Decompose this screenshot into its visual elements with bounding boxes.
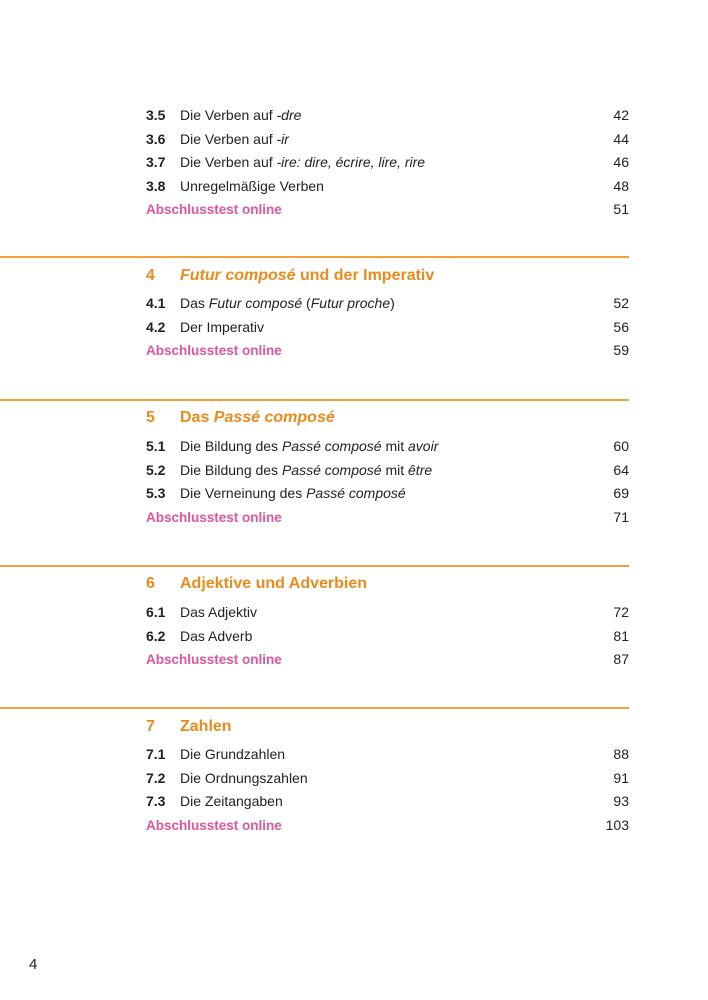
entry-number: 3.8 bbox=[146, 177, 166, 194]
chapter-divider bbox=[0, 256, 629, 258]
entry-page: 72 bbox=[613, 604, 629, 620]
entry-title: Die Bildung des Passé composé mit être bbox=[180, 461, 433, 478]
toc-entry[interactable] bbox=[146, 151, 629, 175]
online-test-link[interactable] bbox=[146, 198, 629, 222]
entry-page: 52 bbox=[613, 295, 629, 311]
entry-title: Die Ordnungszahlen bbox=[180, 769, 308, 786]
toc-section-3 bbox=[146, 104, 629, 222]
entry-page: 42 bbox=[613, 107, 629, 123]
online-test-label: Abschlusstest online bbox=[146, 509, 282, 525]
toc-entry[interactable] bbox=[146, 459, 629, 483]
entry-number: 3.7 bbox=[146, 154, 166, 171]
entry-number: 6.1 bbox=[146, 604, 166, 620]
chapter-divider bbox=[0, 565, 629, 567]
chapter-divider bbox=[0, 399, 629, 401]
online-test-link[interactable] bbox=[146, 648, 629, 672]
chapter-title: Das Passé composé bbox=[180, 409, 335, 426]
entry-title: Die Verneinung des Passé composé bbox=[180, 485, 406, 502]
toc-entry[interactable] bbox=[146, 128, 629, 152]
toc-section-5 bbox=[146, 435, 629, 529]
entry-page: 60 bbox=[613, 438, 629, 454]
entry-number: 4.1 bbox=[146, 295, 166, 311]
entry-title: Die Verben auf -ir bbox=[180, 130, 289, 147]
entry-number: 7.2 bbox=[146, 769, 166, 786]
entry-number: 7.1 bbox=[146, 746, 166, 762]
online-test-label: Abschlusstest online bbox=[146, 652, 282, 668]
entry-page: 88 bbox=[613, 746, 629, 762]
chapter-number: 6 bbox=[146, 575, 155, 592]
entry-number: 5.3 bbox=[146, 485, 166, 502]
chapter-number: 5 bbox=[146, 409, 155, 426]
online-test-link[interactable] bbox=[146, 506, 629, 530]
entry-number: 5.2 bbox=[146, 461, 166, 478]
entry-number: 5.1 bbox=[146, 438, 166, 454]
toc-section-6 bbox=[146, 601, 629, 672]
chapter-heading-6[interactable] bbox=[146, 571, 629, 597]
entry-title: Das Adverb bbox=[180, 627, 253, 644]
chapter-title: Zahlen bbox=[180, 718, 232, 735]
chapter-heading-5[interactable] bbox=[146, 405, 629, 431]
entry-number: 6.2 bbox=[146, 627, 166, 644]
toc-entry[interactable] bbox=[146, 316, 629, 340]
entry-page: 59 bbox=[613, 342, 629, 359]
entry-title: Das Futur composé (Futur proche) bbox=[180, 295, 395, 311]
entry-number: 7.3 bbox=[146, 793, 166, 810]
online-test-link[interactable] bbox=[146, 814, 629, 838]
entry-title: Die Grundzahlen bbox=[180, 746, 286, 762]
toc-section-7 bbox=[146, 743, 629, 837]
entry-page: 91 bbox=[613, 769, 629, 786]
toc-section-4 bbox=[146, 292, 629, 363]
online-test-link[interactable] bbox=[146, 339, 629, 363]
entry-page: 46 bbox=[613, 154, 629, 171]
online-test-label: Abschlusstest online bbox=[146, 202, 282, 218]
entry-page: 71 bbox=[613, 508, 629, 525]
chapter-title: Futur composé und der Imperativ bbox=[180, 267, 435, 284]
toc-entry[interactable] bbox=[146, 767, 629, 791]
entry-page: 51 bbox=[613, 201, 629, 218]
entry-page: 81 bbox=[613, 627, 629, 644]
chapter-number: 7 bbox=[146, 718, 155, 735]
entry-page: 56 bbox=[613, 318, 629, 335]
entry-number: 3.5 bbox=[146, 107, 166, 123]
online-test-label: Abschlusstest online bbox=[146, 817, 282, 833]
chapter-divider bbox=[0, 707, 629, 709]
entry-title: Die Bildung des Passé composé mit avoir bbox=[180, 438, 439, 454]
chapter-title: Adjektive und Adverbien bbox=[180, 575, 367, 592]
chapter-heading-4[interactable] bbox=[146, 263, 629, 289]
toc-entry[interactable] bbox=[146, 435, 629, 459]
entry-title: Der Imperativ bbox=[180, 318, 265, 335]
toc-entry[interactable] bbox=[146, 292, 629, 316]
entry-page: 87 bbox=[613, 651, 629, 668]
toc-entry[interactable] bbox=[146, 482, 629, 506]
entry-page: 69 bbox=[613, 485, 629, 502]
toc-entry[interactable] bbox=[146, 104, 629, 128]
entry-number: 4.2 bbox=[146, 318, 166, 335]
entry-page: 64 bbox=[613, 461, 629, 478]
toc-entry[interactable] bbox=[146, 175, 629, 199]
entry-number: 3.6 bbox=[146, 130, 166, 147]
page-number: 4 bbox=[29, 956, 38, 973]
entry-title: Die Zeitangaben bbox=[180, 793, 283, 810]
online-test-label: Abschlusstest online bbox=[146, 343, 282, 359]
chapter-number: 4 bbox=[146, 267, 155, 284]
entry-page: 44 bbox=[613, 130, 629, 147]
entry-title: Unregelmäßige Verben bbox=[180, 177, 324, 194]
entry-title: Die Verben auf -dre bbox=[180, 107, 302, 123]
entry-page: 48 bbox=[613, 177, 629, 194]
entry-title: Das Adjektiv bbox=[180, 604, 258, 620]
entry-title: Die Verben auf -ire: dire, écrire, lire, rire bbox=[180, 154, 426, 171]
entry-page: 93 bbox=[613, 793, 629, 810]
toc-entry[interactable] bbox=[146, 625, 629, 649]
toc-entry[interactable] bbox=[146, 790, 629, 814]
chapter-heading-7[interactable] bbox=[146, 714, 629, 740]
toc-entry[interactable] bbox=[146, 601, 629, 625]
entry-page: 103 bbox=[605, 816, 629, 833]
toc-entry[interactable] bbox=[146, 743, 629, 767]
